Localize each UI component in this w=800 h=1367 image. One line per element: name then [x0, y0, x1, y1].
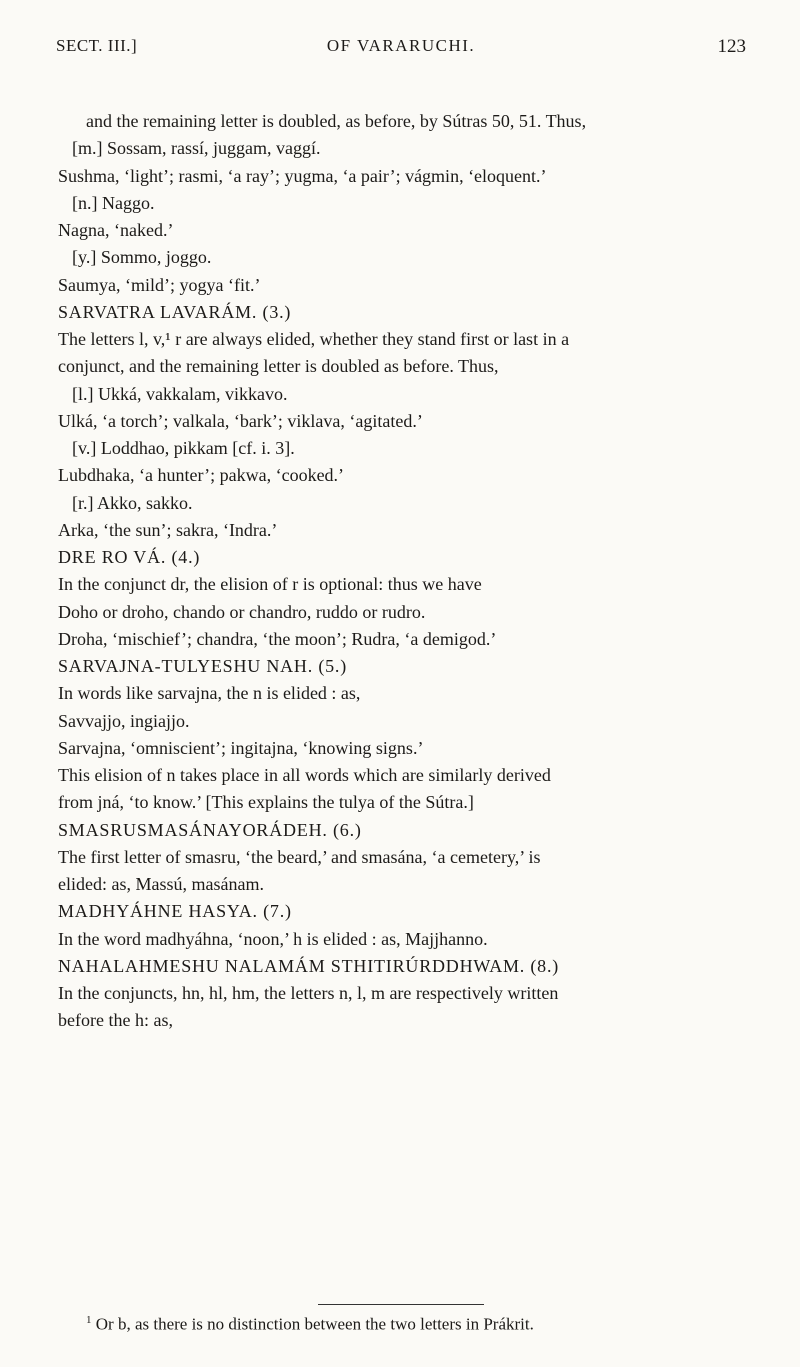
- text-line: In words like sarvajna, the n is elided : as,: [58, 683, 361, 704]
- example-line: [v.] Loddhao, pikkam [cf. i. 3].: [72, 438, 295, 458]
- example-line: [n.] Naggo.: [72, 192, 155, 213]
- sutra-heading: NAHALAHMESHU NALAMÁM STHITIRÚRDDHWAM. (8.): [58, 955, 560, 976]
- text-line: This elision of n takes place in all words which are similarly derived: [58, 765, 551, 785]
- text-line: Sarvajna, ‘omniscient’; ingitajna, ‘knowing signs.’: [58, 737, 424, 758]
- text-line: Arka, ‘the sun’; sakra, ‘Indra.’: [58, 519, 278, 540]
- section-label: SECT. III.]: [56, 36, 138, 55]
- text-line: Droha, ‘mischief’; chandra, ‘the moon’; Rudra, ‘a demigod.’: [58, 628, 497, 649]
- footnote-text: Or b, as there is no distinction between the two letters in Prákrit.: [95, 1314, 534, 1334]
- text-line: The first letter of smasru, ‘the beard,’ and smasána, ‘a cemetery,’ is: [58, 846, 541, 867]
- text-line: elided: as, Massú, masánam.: [58, 874, 264, 894]
- text-line: Sushma, ‘light’; rasmi, ‘a ray’; yugma, ‘a pair’; vágmin, ‘eloquent.’: [58, 165, 547, 186]
- text-line: from jná, ‘to know.’ [This explains the tulya of the Sútra.]: [58, 792, 474, 813]
- sutra-heading: SARVAJNA-TULYESHU NAH. (5.): [58, 656, 348, 676]
- sutra-heading: MADHYÁHNE HASYA. (7.): [58, 901, 292, 922]
- footnote-marker: 1: [86, 1314, 92, 1326]
- text-line: Ulká, ‘a torch’; valkala, ‘bark’; viklava, ‘agitated.’: [58, 410, 423, 431]
- text-line: Nagna, ‘naked.’: [58, 220, 174, 240]
- example-line: [m.] Sossam, rassí, juggam, vaggí.: [72, 138, 321, 159]
- text-line: before the h: as,: [58, 1010, 173, 1031]
- text-line: conjunct, and the remaining letter is doubled as before. Thus,: [58, 356, 499, 377]
- text-line: In the conjuncts, hn, hl, hm, the letters n, l, m are respectively written: [58, 983, 559, 1003]
- running-title: OF VARARUCHI.: [326, 36, 476, 55]
- text-line: In the word madhyáhna, ‘noon,’ h is elided : as, Majjhanno.: [58, 928, 488, 949]
- main-text: [58, 108, 748, 1035]
- sutra-heading: SMASRUSMASÁNAYORÁDEH. (6.): [58, 819, 362, 840]
- footnote: [86, 1314, 534, 1335]
- text-line: Doho or droho, chando or chandro, ruddo or rudro.: [58, 601, 426, 622]
- sutra-heading: DRE RO VÁ. (4.): [58, 547, 201, 567]
- text-line: Savvajjo, ingiajjo.: [58, 710, 190, 731]
- example-line: [l.] Ukká, vakkalam, vikkavo.: [72, 383, 288, 404]
- page-number: 123: [717, 36, 746, 57]
- text-line: and the remaining letter is doubled, as before, by Sútras 50, 51. Thus,: [86, 111, 587, 131]
- running-header: [56, 36, 746, 66]
- example-line: [r.] Akko, sakko.: [72, 492, 193, 513]
- text-line: Saumya, ‘mild’; yogya ‘fit.’: [58, 274, 261, 295]
- text-line: The letters l, v,¹ r are always elided, whether they stand first or last in a: [58, 329, 570, 349]
- footnote-rule: [318, 1304, 484, 1305]
- text-line: Lubdhaka, ‘a hunter’; pakwa, ‘cooked.’: [58, 465, 345, 486]
- example-line: [y.] Sommo, joggo.: [72, 247, 212, 268]
- text-line: In the conjunct dr, the elision of r is optional: thus we have: [58, 574, 482, 595]
- sutra-heading: SARVATRA LAVARÁM. (3.): [58, 301, 292, 322]
